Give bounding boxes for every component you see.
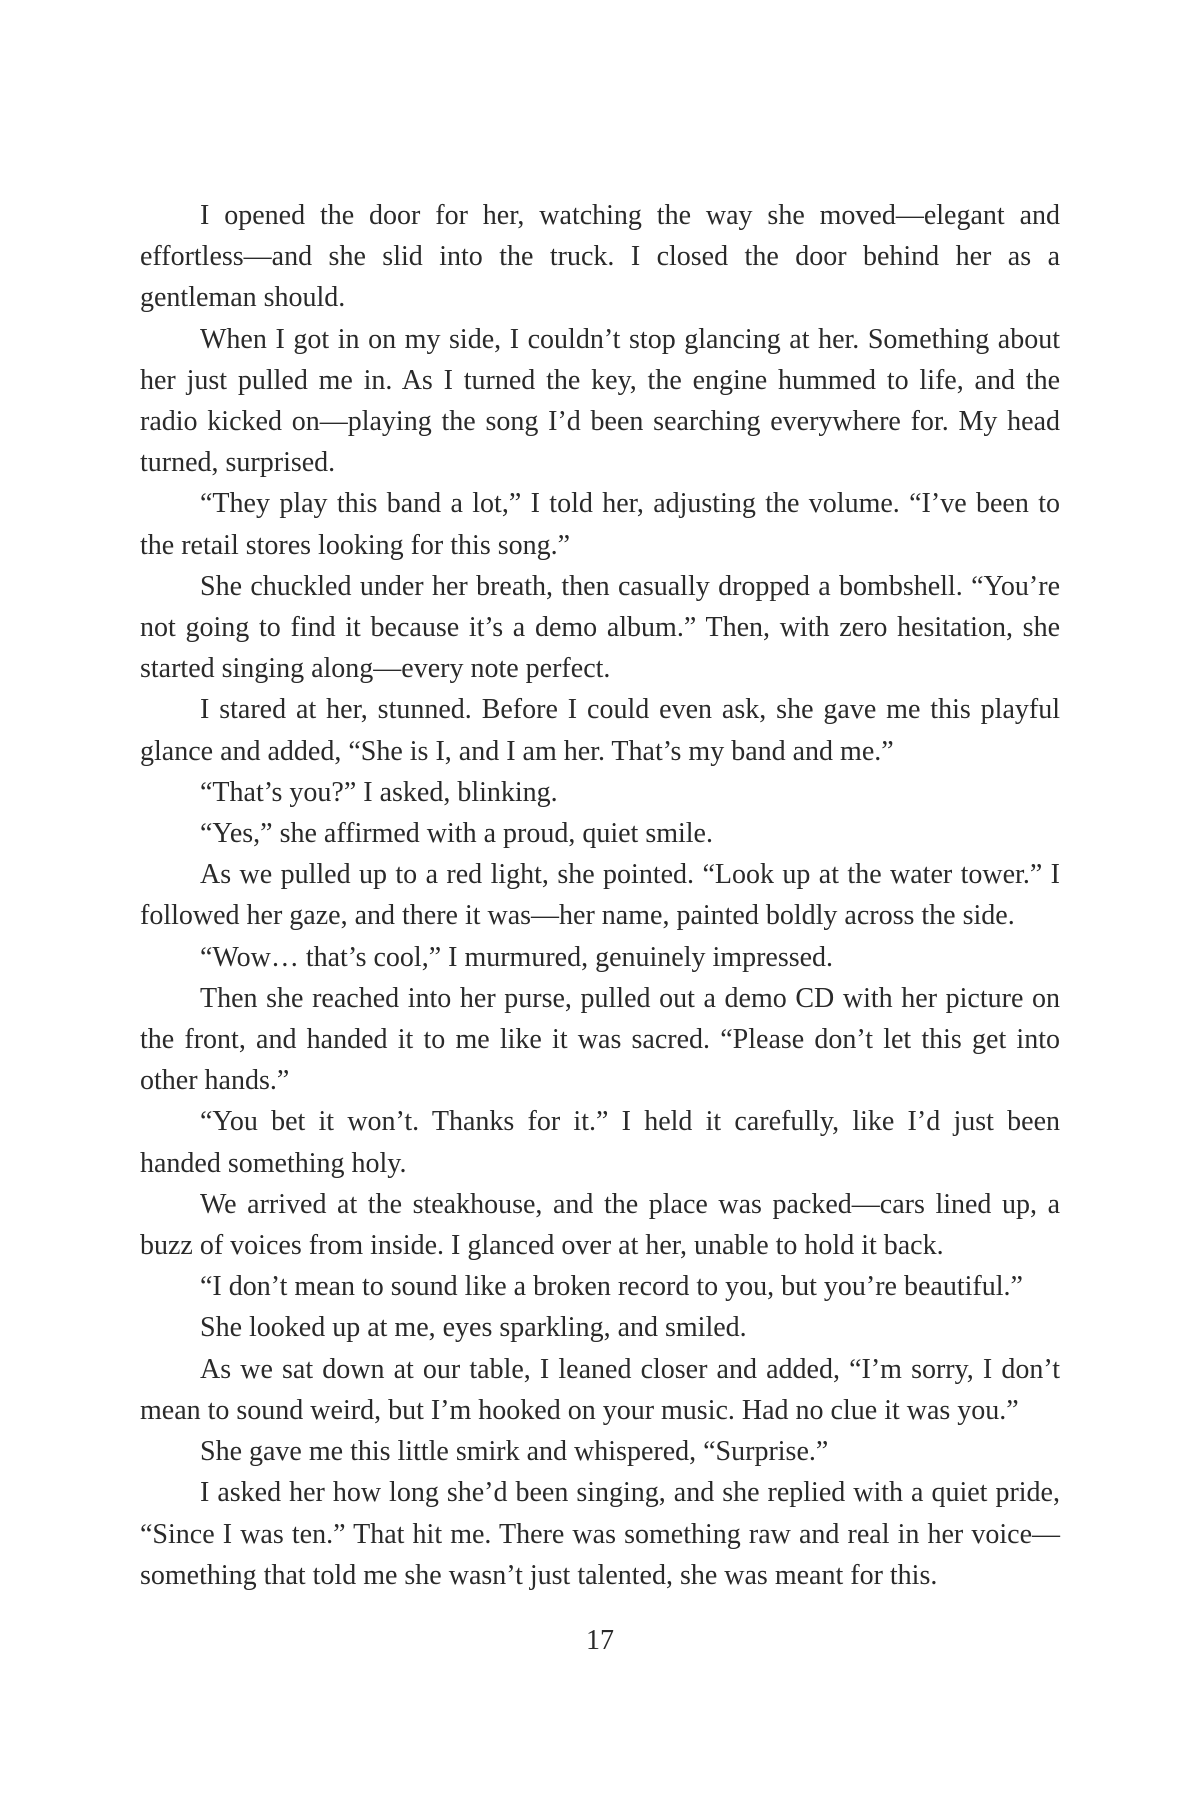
paragraph: Then she reached into her purse, pulled out a demo CD with her picture on the front, and handed it to me like it was sacred. “Please don’t let this get into other hands.” <box>140 982 1060 1097</box>
paragraph: “I don’t mean to sound like a broken record to you, but you’re beautiful.” <box>200 1271 1023 1303</box>
page-number: 17 <box>586 1625 614 1656</box>
paragraph: She gave me this little smirk and whispered, “Surprise.” <box>200 1436 829 1468</box>
paragraph: “That’s you?” I asked, blinking. <box>200 776 558 808</box>
paragraph: She chuckled under her breath, then casually dropped a bombshell. “You’re not going to find it because it’s a demo album.” Then, with zero hesitation, she started singing along—every note perfect. <box>140 570 1060 685</box>
paragraph: When I got in on my side, I couldn’t stop glancing at her. Something about her just pulled me in. As I turned the key, the engine hummed to life, and the radio kicked on—playing the song I’d been searching everywhere for. My head turned, surprised. <box>140 323 1060 479</box>
paragraph: As we pulled up to a red light, she pointed. “Look up at the water tower.” I followed her gaze, and there it was—her name, painted boldly across the side. <box>140 859 1060 932</box>
paragraph: “You bet it won’t. Thanks for it.” I held it carefully, like I’d just been handed something holy. <box>140 1106 1060 1179</box>
body-text <box>140 195 1060 1596</box>
paragraph: I stared at her, stunned. Before I could even ask, she gave me this playful glance and added, “She is I, and I am her. That’s my band and me.” <box>140 694 1060 767</box>
paragraph: “Yes,” she affirmed with a proud, quiet smile. <box>200 818 713 850</box>
paragraph: “Wow… that’s cool,” I murmured, genuinely impressed. <box>200 941 834 973</box>
paragraph: We arrived at the steakhouse, and the place was packed—cars lined up, a buzz of voices from inside. I glanced over at her, unable to hold it back. <box>140 1188 1060 1262</box>
paragraph: “They play this band a lot,” I told her, adjusting the volume. “I’ve been to the retail stores looking for this song.” <box>140 488 1060 561</box>
paragraph: I asked her how long she’d been singing, and she replied with a quiet pride, “Since I was ten.” That hit me. There was something raw and real in her voice—something that told me she wasn’t just talented, she was meant for this. <box>140 1477 1060 1591</box>
paragraph: I opened the door for her, watching the way she moved—elegant and effortless—and she slid into the truck. I closed the door behind her as a gentleman should. <box>140 200 1060 314</box>
paragraph: As we sat down at our table, I leaned closer and added, “I’m sorry, I don’t mean to sound weird, but I’m hooked on your music. Had no clue it was you.” <box>140 1353 1060 1426</box>
paragraph: She looked up at me, eyes sparkling, and smiled. <box>200 1312 747 1344</box>
